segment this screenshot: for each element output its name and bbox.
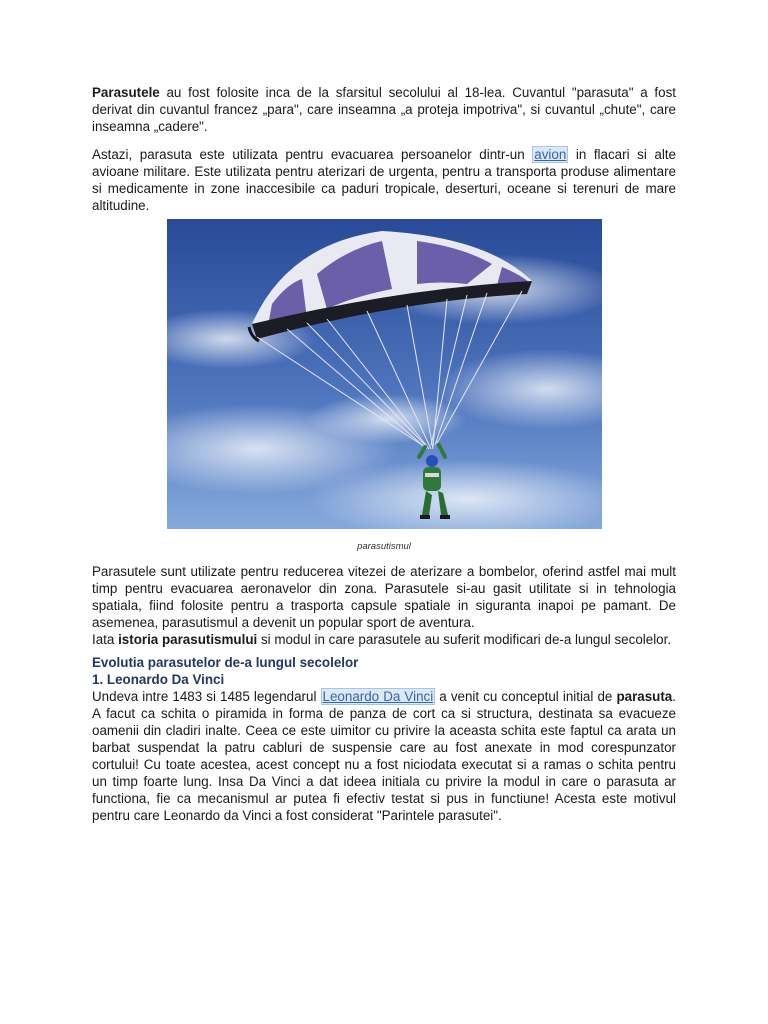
subsection-heading: 1. Leonardo Da Vinci [92, 672, 225, 687]
paragraph-5-end: . A facut ca schita o piramida in forma de panza de cort ca si structura, destinata sa evacueze oamenii din cladiri inalte. Ceea ce este uimitor cu privire la aceasta schita este faptul ca arata un barbat suspendat la patru cabluri de suspensie care au fost anexate in mod corespunzator cortului! Cu toate acestea, acest concept nu a fost niciodata executat si a ramas o schita pentru un timp foarte lung. Insa Da Vinci a dat ideea initiala cu privire la modul in care o parasuta ar functiona, fie ca mecanismul ar putea fi efectiv testat si pus in functiune! Acesta este motivul pentru care Leonardo da Vinci a fost considerat "Parintele parasutei". [92, 689, 676, 823]
paragraph-4-bold: istoria parasutismului [118, 632, 258, 647]
leonardo-link[interactable]: Leonardo Da Vinci [322, 689, 434, 704]
paragraph-5-start: Undeva intre 1483 si 1485 legendarul [92, 689, 321, 704]
paragraph-1-line1: au fost folosite inca de la sfarsitul secolului al 18-lea. Cuvantul "parasuta" [159, 85, 634, 100]
main-text [92, 563, 676, 824]
figure-caption: parasutismul [357, 541, 411, 552]
paragraph-1 [92, 84, 676, 135]
parachute-illustration [167, 219, 602, 529]
paragraph-1-line3: cuvantul „chute", care inseamna „cadere". [92, 102, 676, 134]
paragraph-5 [92, 688, 676, 824]
paragraph-1-line2: a fost derivat din cuvantul francez „para", care inseamna „a proteja impotriva", si [92, 85, 676, 117]
section-heading: Evolutia parasutelor de-a lungul secolelor [92, 655, 359, 670]
paragraph-5-bold: parasuta [616, 689, 673, 704]
paragraph-1-bold: Parasutele [92, 85, 160, 100]
paragraph-5-mid: a venit cu conceptul initial de [435, 689, 617, 704]
paragraph-2-start: Astazi, parasuta este utilizata pentru evacuarea persoanelor dintr-un [92, 147, 533, 162]
paragraph-4-start: Iata [92, 632, 119, 647]
paragraph-2-end: in flacari si alte avioane militare. Este utilizata pentru aterizari de urgenta, pentru a transporta produse alimentare si medicamente in zone inaccesibile ca paduri tropicale, deserturi, oceane si terenuri de mare altitudine. [92, 147, 676, 213]
avion-link[interactable]: avion [534, 147, 567, 162]
paragraph-3: Parasutele sunt utilizate pentru reducerea vitezei de aterizare a bombelor, oferind astfel mai mult timp pentru evacuarea aeronavelor din zona. Parasutele si-au gasit utilitate si in tehnologia spatiala, fiind folosite pentru a trasporta capsule spatiale in siguranta inapoi pe pamant. De asemenea, parasutismul a devenit un popular sport de aventura. [92, 564, 676, 630]
intro-text [92, 84, 676, 214]
paragraph-2 [92, 146, 676, 214]
paragraph-4 [92, 631, 676, 648]
paragraph-4-end: si modul in care parasutele au suferit modificari de-a lungul secolelor. [257, 632, 672, 647]
